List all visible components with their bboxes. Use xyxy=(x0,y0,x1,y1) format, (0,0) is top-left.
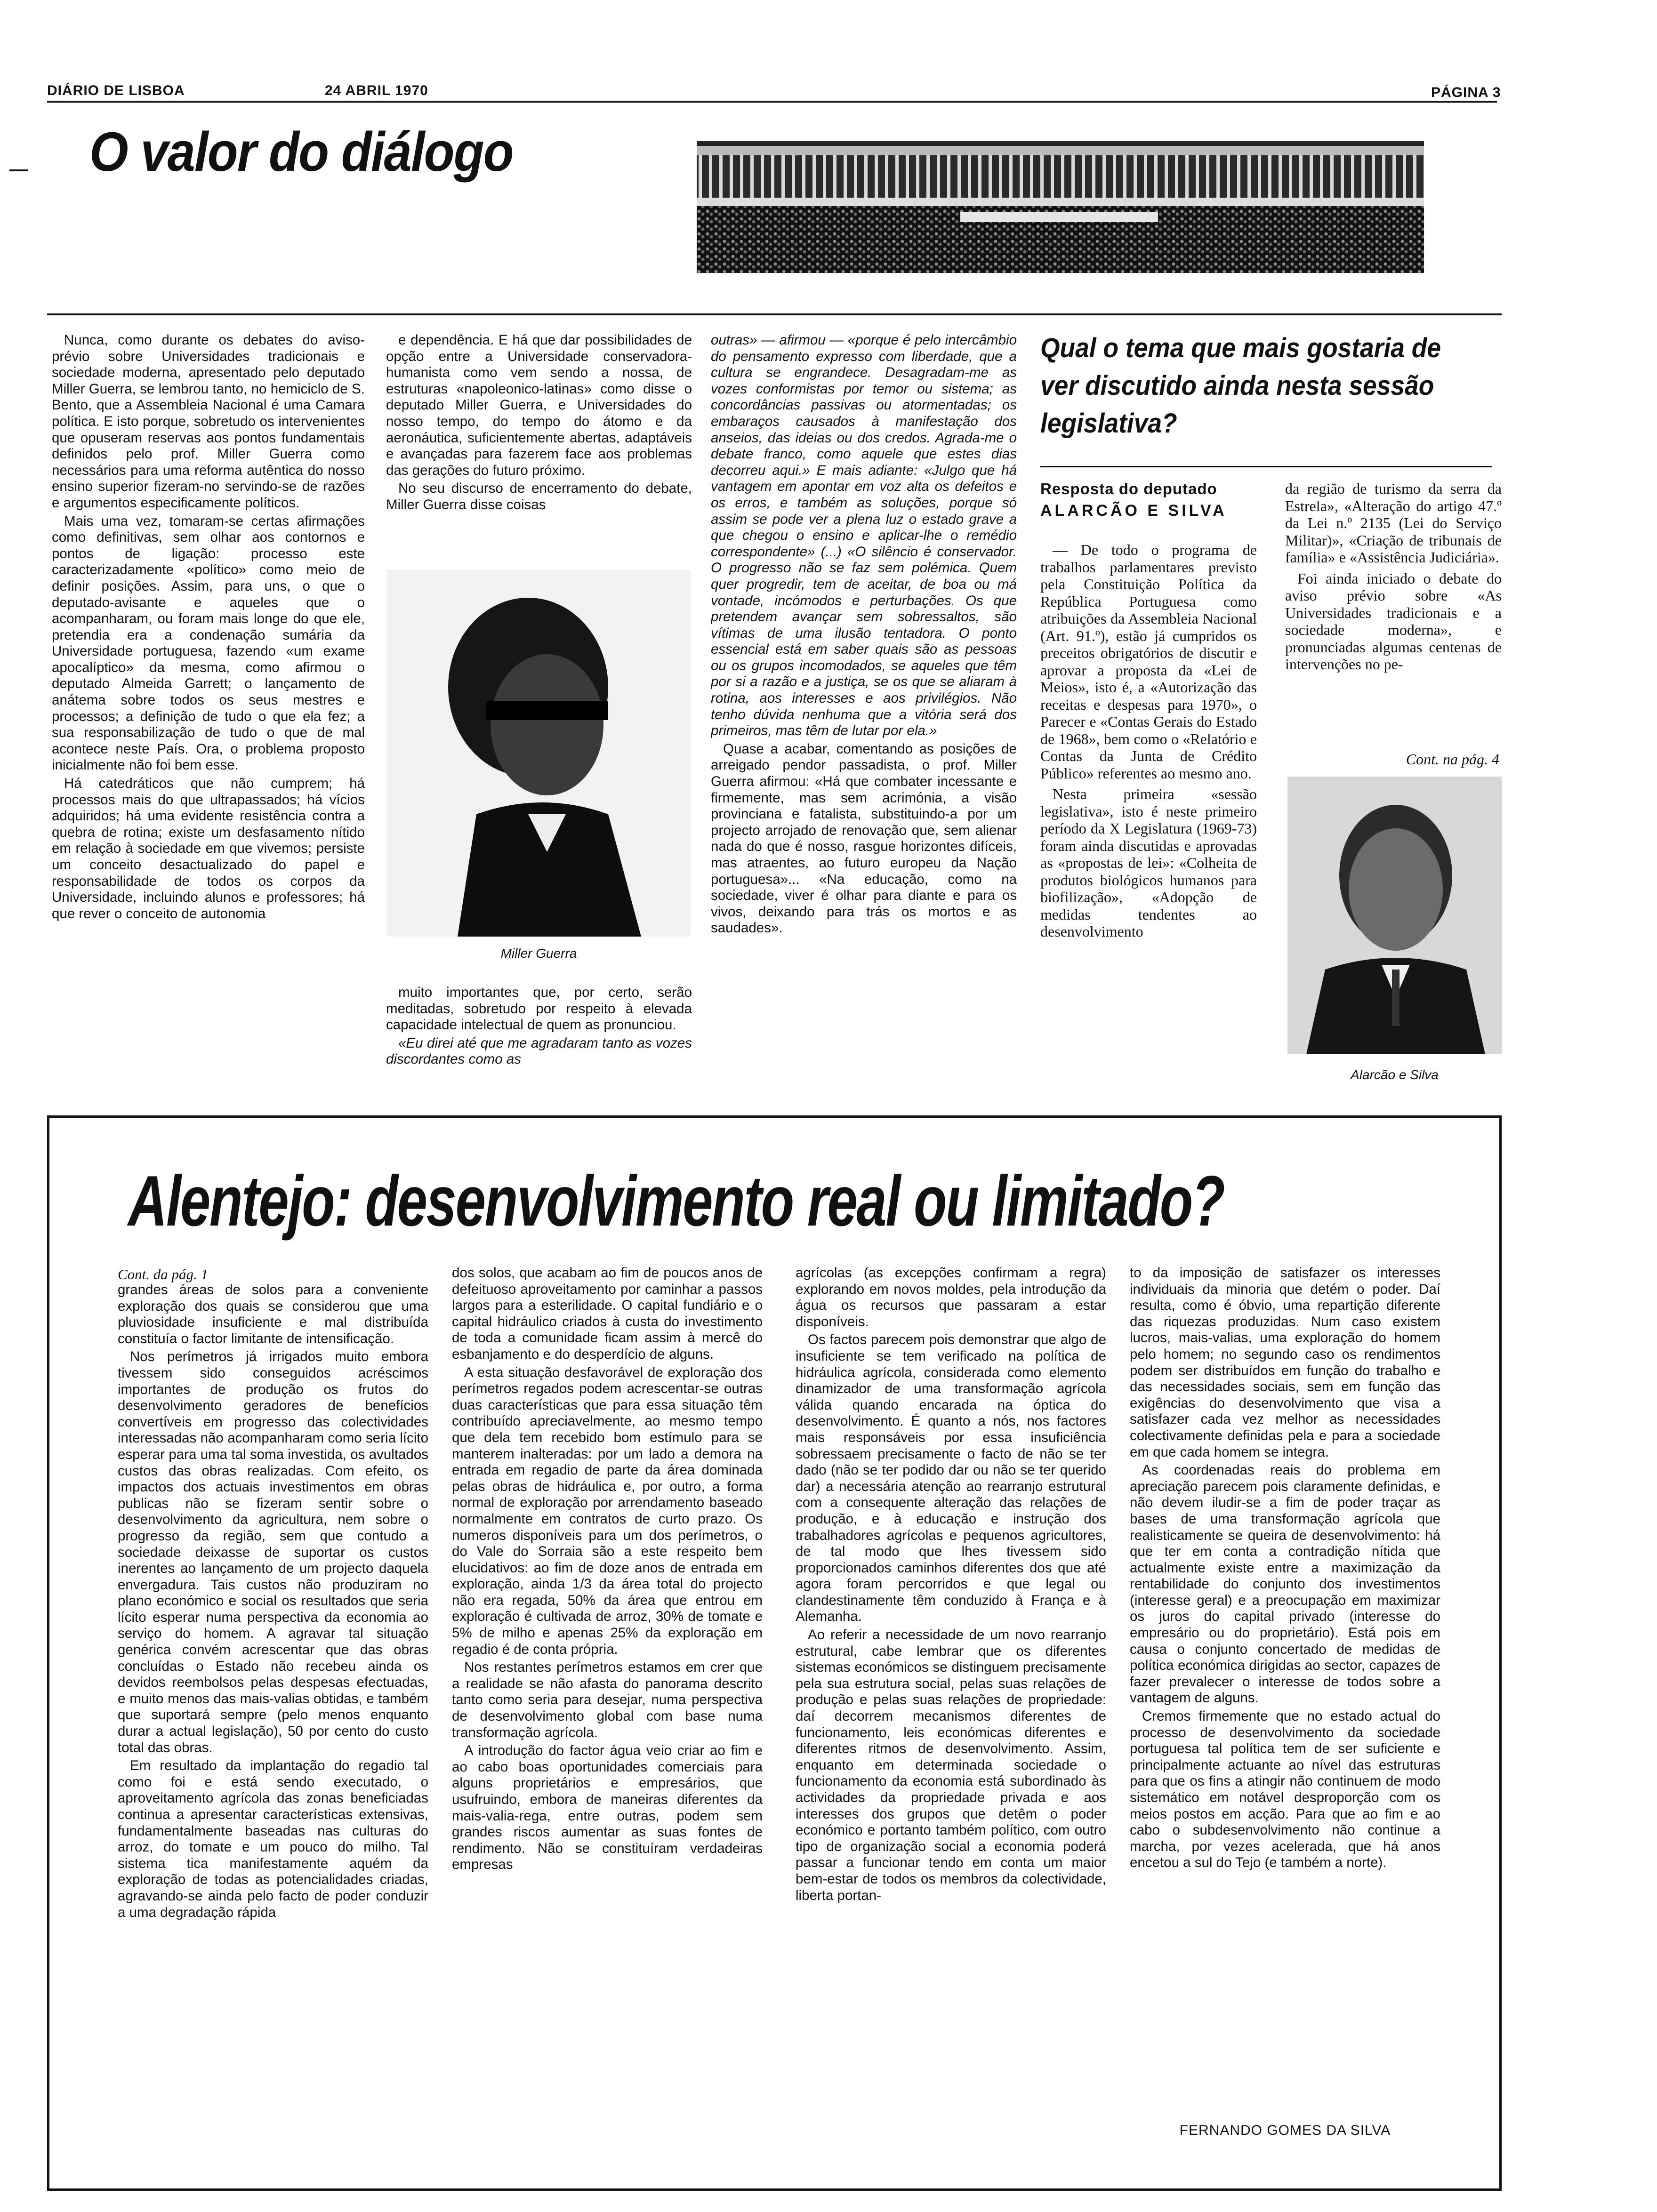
article-title: O valor do diálogo xyxy=(89,121,513,183)
masthead-date: 24 ABRIL 1970 xyxy=(325,83,428,98)
paragraph: A esta situação desfavorável de exploração dos perímetros regados podem acrescentar-se outras duas características que para essa situação têm contribuído apreciavelmente, ao mesmo tempo que dela tem recebido bom estímulo para se manterem inalteradas: por um lado a demora na entrada em regadio de parte da área dominada pelas obras de hidráulica e, por outro, a forma normal de exploração por arrendamento baseado normalmente em contratos de curto prazo. Os numeros disponíveis para um dos perímetros, o do Vale do Sorraia são a este respeito bem elucidativos: ao fim de doze anos de entrada em exploração, ainda 1/3 da área total do projecto não era regada, 50% da área que entrou em exploração é cultivada de arroz, 30% de tomate e 5% de milho e apenas 25% da exploração em regadio é de conta própria. xyxy=(452,1364,763,1657)
sidebar-rule xyxy=(1040,466,1492,467)
sidebar-reply-label: Resposta do deputado xyxy=(1040,480,1217,497)
paragraph: Cremos firmemente que no estado actual do processo de desenvolvimento da sociedade portuguesa tal política tem de ser suficiente e principalmente actuante ao nível das estruturas para que os fins a atingir não continuem de modo sistemático em notável desproporção com os meios postos em acção. Para que ao fim e ao cabo o subdesenvolvimento não continue a marcha, por vezes acelerada, que há anos encetou a sul do Tejo (e também a norte). xyxy=(1130,1708,1440,1871)
paragraph: Quase a acabar, comentando as posições de arreigado pendor passadista, o prof. Miller Guerra afirmou: «Há que combater incessante e firmemente, mas sem acrimónia, a visão provinciana e fatalista, substituindo-a por um projecto arrojado de renovação que, sem alienar nada do que é nosso, rasgue horizontes difíceis, mas atraentes, ao futuro europeu da Nação portuguesa»... «Na educação, como na sociedade, viver é olhar para diante e para os vivos, deixando para trás os mortos e as saudades». xyxy=(711,741,1017,936)
paragraph: Nesta primeira «sessão legislativa», isto é neste primeiro período da X Legislatura (1969-73) foram ainda discutidas e aprovadas as «propostas de lei»: «Colheita de produtos biológicos humanos para biofilização», «Adopção de medidas tendentes ao desenvolvimento xyxy=(1040,785,1257,940)
article1-column-3 xyxy=(711,332,1017,1085)
article1-top-rule xyxy=(47,313,1502,315)
paragraph: outras» — afirmou — «porque é pelo intercâmbio do pensamento expresso com liberdade, que a cultura se engrandece. Desagradam-me as vozes conformistas por temor ou sistema; as concordâncias passivas ou atormentadas; os embaraços causados à manifestação dos anseios, das ideias ou dos credos. Agrada-me o debate franco, como aquele que estes dias decorreu aqui.» E mais adiante: «Julgo que há vantagem em apontar em voz alta os defeitos e os erros, e também as soluções, porque só assim se pode ver a plena luz o estado grave a que chegou o ensino e aplicar-lhe o remédio correspondente» (...) «O silêncio é conservador. O progresso não se faz sem polémica. Quem quer progredir, tem de aceitar, de boa ou má vontade, incómodos e perturbações. Os que pretendem avançar sem sobressaltos, são vítimas de uma ilusão tentadora. O ponto essencial está em saber quais são as pessoas ou os grupos incomodados, se aqueles que têm por si a razão e a justiça, se os que se aliaram à rotina, aos interesses e aos privilégios. Não tenho dúvida nenhuma que a vitória será dos primeiros, mas têm de lutar por ela.» xyxy=(711,332,1017,739)
alarcao-e-silva-photo xyxy=(1287,777,1502,1054)
paragraph: No seu discurso de encerramento do debate, Miller Guerra disse coisas xyxy=(386,481,692,513)
article1-column-2-bottom xyxy=(386,985,692,1086)
paragraph: Em resultado da implantação do regadio tal como foi e está sendo executado, o aproveitamento agrícola das zonas beneficiadas continua a apresentar características extensivas, fundamentalmente baseadas nas culturas do arroz, do tomate e um pouco do milho. Tal sistema tica manifestamente aquém da exploração de todas as potencialidades criadas, agravando-se ainda pelo facto de poder conduzir a uma degradação rápida xyxy=(118,1758,428,1920)
article2-column-1 xyxy=(118,1282,428,2167)
paragraph: Ao referir a necessidade de um novo rearranjo estrutural, cabe lembrar que os diferentes sistemas económicos se distinguem precisamente pela sua estrutura social, pelas suas relações de produção e pelas suas relações de propriedade: daí decorrem mecanismos diferentes de funcionamento, leis económicas diferentes e diferentes ritmos de desenvolvimento. Assim, enquanto em determinada sociedade o funcionamento da economia está subordinado às actividades da propriedade privada e aos interesses dos grupos que detêm o poder económico e portanto também político, com outro tipo de organização social a economia poderá passar a funcionar tendo em conta um maior bem-estar de todos os membros da colectividade, liberta portan- xyxy=(796,1627,1106,1903)
paragraph: Nos restantes perímetros estamos em crer que a realidade se não afasta do panorama descrito tanto como seria para desejar, numa perspectiva de desenvolvimento global com base numa transformação agrícola. xyxy=(452,1659,763,1740)
paragraph: agrícolas (as excepções confirmam a regra) explorando em novos moldes, pela introdução da água os recursos que passaram a estar disponíveis. xyxy=(796,1265,1106,1330)
paragraph: «Eu direi até que me agradaram tanto as vozes discordantes como as xyxy=(386,1035,692,1067)
article2-continued-from: Cont. da pág. 1 xyxy=(118,1266,209,1282)
sidebar-column-1 xyxy=(1040,541,1257,1087)
paragraph: grandes áreas de solos para a conveniente exploração dos quais se considerou que uma pluviosidade insuficiente e mal distribuída constituía o factor limitante de intensificação. xyxy=(118,1282,428,1346)
masthead-rule xyxy=(47,101,1497,103)
article2-column-4 xyxy=(1130,1265,1440,2112)
paragraph: dos solos, que acabam ao fim de poucos anos de defeituoso aproveitamento por caminhar a passos largos para a esterilidade. O capital fundiário e o capital hidráulico criados à custa do investimento de toda a comunidade ficam assim à mercê do esbanjamento e do desperdício de alguns. xyxy=(452,1265,763,1362)
paragraph: Mais uma vez, tomaram-se certas afirmações como definitivas, sem olhar aos contornos e pontos de ligação: processo este caracterizadamente «político» como meio de definir posições. Assim, para uns, o que o deputado-avisante e aqueles que o acompanharam, ou foram mais longe do que ele, pretendia era a condenação sumária da Universidade portuguesa, fazendo «um exame apocalíptico» da mesma, como afirmou o deputado Almeida Garrett; o lançamento de anátema sobre todos os seus mestres e processos; a definição de tudo o que ela fez; a sua responsabilização de tudo o que de mal acontece neste País. Ora, o problema proposto inicialmente não foi bem esse. xyxy=(52,513,365,773)
paragraph: Foi ainda iniciado o debate do aviso prévio sobre «As Universidades tradicionais e a sociedade moderna», e pronunciadas algumas centenas de intervenções no pe- xyxy=(1285,569,1502,673)
alarcao-e-silva-caption: Alarcão e Silva xyxy=(1351,1067,1439,1082)
miller-guerra-photo xyxy=(387,569,691,937)
miller-guerra-portrait xyxy=(387,569,691,937)
article2-column-3 xyxy=(796,1265,1106,2167)
sidebar-reply-name: ALARCÃO E SILVA xyxy=(1040,502,1227,520)
alarcao-e-silva-portrait xyxy=(1287,777,1502,1054)
parliament-photo-image xyxy=(697,141,1424,273)
article1-column-1 xyxy=(52,332,365,1085)
paragraph: muito importantes que, por certo, serão meditadas, sobretudo por respeito à elevada capacidade intelectual de quem as pronunciou. xyxy=(386,985,692,1033)
parliament-photo xyxy=(697,141,1424,273)
article2-byline: FERNANDO GOMES DA SILVA xyxy=(1179,2123,1391,2138)
paragraph: A introdução do factor água veio criar ao fim e ao cabo boas oportunidades comerciais para alguns proprietários e empresários, que usufruindo, embora de maneiras diferentes da mais-valia-rega, entre outras, podem sem grandes riscos aumentar as suas fontes de rendimento. Não se constituíram verdadeiras empresas xyxy=(452,1743,763,1873)
margin-mark xyxy=(9,169,28,171)
paragraph: — De todo o programa de trabalhos parlamentares previsto pela Constituição Política da República Portuguesa como atribuições da Assembleia Nacional (Art. 91.º), estão já cumpridos os preceitos obrigatórios de discutir e aprovar a proposta da «Lei de Meios», isto é, a «Autorização das receitas e despesas para 1970», o Parecer e «Contas Gerais do Estado de 1968», bem como o «Relatório e Contas da Junta de Crédito Público» referentes ao mesmo ano. xyxy=(1040,541,1257,782)
article2-column-2 xyxy=(452,1265,763,2167)
sidebar-question: Qual o tema que mais gostaria de ver discutido ainda nesta sessão legislativa? xyxy=(1040,333,1441,439)
sidebar-column-2 xyxy=(1285,480,1502,744)
masthead-paper: DIÁRIO DE LISBOA xyxy=(47,83,185,98)
paragraph: Os factos parecem pois demonstrar que algo de insuficiente se tem verificado na política de hidráulica agrícola, considerada como elemento dinamizador de uma transformação agrícola válida quando encarada na óptica do desenvolvimento. É quanto a nós, nos factores mais responsáveis por essa insuficiência sobressaem precisamente o facto de não se ter dado (não se ter podido dar ou não se ter querido dar) a necessária atenção ao rearranjo estrutural com a consequente alteração das relações de produção, e à educação e instrução dos trabalhadores agrícolas e pequenos agricultores, de tal modo que lhes tivessem sido proporcionados caminhos diferentes dos que até agora foram percorridos e que legal ou clandestinamente têm conduzido à França e à Alemanha. xyxy=(796,1332,1106,1625)
paragraph: As coordenadas reais do problema em apreciação parecem pois claramente definidas, e não devem iludir-se a fim de poder traçar as bases de uma transformação agrícola que realisticamente se queira de desenvolvimento: há que ter em conta a contradição nítida que actualmente existe entre a maximização da rentabilidade do conjunto dos investimentos (interesse geral) e a preocupação em maximizar os juros do capital privado (interesse do empresário ou do proprietário). Está pois em causa o conjunto concertado de medidas de política económica dirigidas ao sector, capazes de fazer prevalecer o interesse de todos sobre a vantagem de alguns. xyxy=(1130,1462,1440,1706)
paragraph: Nos perímetros já irrigados muito embora tivessem sido conseguidos acréscimos importantes de produção os frutos do desenvolvimento geradores de benefícios convertíveis em progresso das colectividades interessadas não acompanharam como seria lícito esperar para uma tal soma investida, os avultados custos das obras realizadas. Com efeito, os impactos dos actuais investimentos em obras publicas não se fizeram sentir sobre o desenvolvimento da agricultura, nem sobre o progresso da região, sem que contudo a sociedade deixasse de suportar os custos inerentes ao lançamento de um projecto daquela envergadura. Tais custos não produziram no plano económico e social os resultados que seria lícito esperar numa perspectiva da economia ao serviço do homem. A agravar tal situação genérica convém acrescentar que das obras concluídas o Estado não recebeu ainda os devidos reembolsos pelas despesas efectuadas, e muito menos das mais-valias obtidas, e também que suportará sempre (pelo menos enquanto durar a actual legislação), 50 por cento do custo total das obras. xyxy=(118,1349,428,1755)
paragraph: Nunca, como durante os debates do aviso-prévio sobre Universidades tradicionais e sociedade moderna, apresentado pelo deputado Miller Guerra, se lembrou tanto, no hemiciclo de S. Bento, que a Assembleia Nacional é uma Camara política. E isto porque, sobretudo os intervenientes que opuseram reservas aos pontos fundamentais definidos pelo prof. Miller Guerra como necessários para uma reforma autêntica do nosso ensino superior fizeram-no servindo-se de razões e argumentos especificamente políticos. xyxy=(52,332,365,511)
paragraph: da região de turismo da serra da Estrela», «Alteração do artigo 47.º da Lei n.º 2135 (Lei do Serviço Militar)», «Criação de tribunais de família» e «Assistência Judiciária». xyxy=(1285,480,1502,566)
miller-guerra-caption: Miller Guerra xyxy=(500,946,577,961)
paragraph: to da imposição de satisfazer os interesses individuais da minoria que detém o poder. Daí resulta, como é óbvio, uma repartição diferente das riquezas produzidas. Num caso existem lucros, mais-valias, uma exploração do homem pelo homem; no segundo caso os rendimentos podem ser distribuídos em função do trabalho e das necessidades sociais, sem em função das exigências do desenvolvimento que visa a satisfazer cada vez melhor as necessidades colectivamente definidas pela e para a sociedade em que cada homem se integra. xyxy=(1130,1265,1440,1460)
article1-column-2-top xyxy=(386,332,692,558)
masthead-page: PÁGINA 3 xyxy=(1431,85,1501,100)
paragraph: e dependência. E há que dar possibilidades de opção entre a Universidade conservadora-humanista como vem sendo a nossa, de estruturas «napoleonico-latinas» como disse o deputado Miller Guerra, e Universidades do nosso tempo, do tempo do átomo e da aeronáutica, suficientemente abertas, adaptáveis e avançadas para fazerem face aos problemas das gerações do futuro próximo. xyxy=(386,332,692,478)
paragraph: Há catedráticos que não cumprem; há processos mais do que ultrapassados; há vícios adquiridos; há uma evidente resistência contra a quebra de rotina; existe um desfasamento nítido em relação à sociedade em que vivemos; persiste um conceito desactualizado do papel e responsabilidade de todos os corpos da Universidade, incluindo alunos e professores; há que rever o conceito de autonomia xyxy=(52,776,365,922)
article2-headline: Alentejo: desenvolvimento real ou limitado? xyxy=(128,1161,1224,1241)
sidebar-continuation: Cont. na pág. 4 xyxy=(1406,751,1499,768)
